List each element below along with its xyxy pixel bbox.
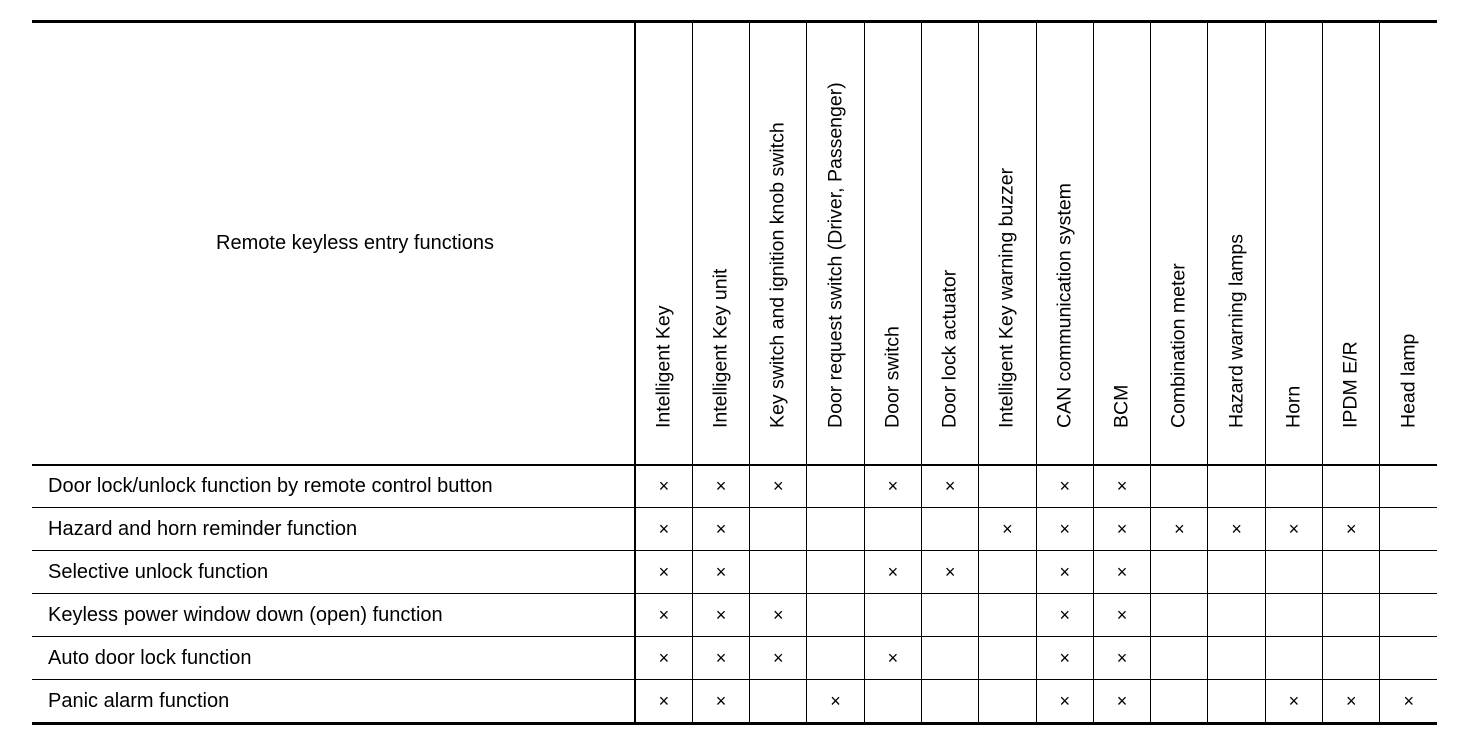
- applicability-cell: [807, 508, 864, 551]
- applicability-cell: ×: [635, 465, 692, 508]
- applicability-cell: ×: [1380, 680, 1437, 724]
- component-label: Intelligent Key warning buzzer: [995, 167, 1018, 428]
- applicability-cell: [1323, 594, 1380, 637]
- applicability-cell: [921, 594, 978, 637]
- applicability-cell: [1151, 637, 1208, 680]
- applicability-cell: [1323, 465, 1380, 508]
- component-header: [1265, 22, 1322, 465]
- component-label: Door switch: [881, 326, 904, 428]
- applicability-cell: [979, 637, 1036, 680]
- applicability-cell: [1380, 594, 1437, 637]
- applicability-cell: [1208, 637, 1265, 680]
- applicability-cell: [1208, 551, 1265, 594]
- table-row: [32, 680, 1437, 724]
- component-label: Key switch and ignition knob switch: [766, 122, 789, 428]
- applicability-cell: ×: [1093, 680, 1150, 724]
- applicability-cell: [864, 508, 921, 551]
- applicability-cell: ×: [979, 508, 1036, 551]
- applicability-cell: ×: [692, 637, 749, 680]
- applicability-cell: [1265, 637, 1322, 680]
- applicability-cell: ×: [864, 551, 921, 594]
- component-header: [864, 22, 921, 465]
- applicability-cell: [864, 594, 921, 637]
- component-header: [750, 22, 807, 465]
- component-header: [979, 22, 1036, 465]
- component-header: [921, 22, 978, 465]
- applicability-cell: [1380, 508, 1437, 551]
- applicability-cell: ×: [750, 465, 807, 508]
- applicability-cell: ×: [750, 637, 807, 680]
- applicability-cell: [979, 465, 1036, 508]
- table-row: [32, 465, 1437, 508]
- header-row: [32, 22, 1437, 465]
- applicability-cell: ×: [1036, 637, 1093, 680]
- applicability-cell: [1208, 465, 1265, 508]
- applicability-cell: [750, 508, 807, 551]
- applicability-cell: ×: [1208, 508, 1265, 551]
- applicability-cell: ×: [1323, 680, 1380, 724]
- function-name: Auto door lock function: [32, 637, 635, 680]
- applicability-cell: ×: [1151, 508, 1208, 551]
- applicability-cell: [750, 680, 807, 724]
- applicability-cell: ×: [692, 465, 749, 508]
- applicability-cell: [1265, 551, 1322, 594]
- applicability-cell: ×: [635, 594, 692, 637]
- applicability-cell: ×: [864, 637, 921, 680]
- table-body: [32, 465, 1437, 724]
- applicability-cell: ×: [1265, 508, 1322, 551]
- component-header: [692, 22, 749, 465]
- applicability-cell: [1208, 594, 1265, 637]
- applicability-cell: [979, 594, 1036, 637]
- applicability-cell: ×: [1036, 594, 1093, 637]
- component-label: Horn: [1282, 385, 1305, 428]
- applicability-cell: [979, 551, 1036, 594]
- applicability-cell: ×: [1093, 594, 1150, 637]
- applicability-cell: ×: [1036, 508, 1093, 551]
- applicability-cell: [807, 551, 864, 594]
- applicability-cell: ×: [1265, 680, 1322, 724]
- applicability-cell: [1265, 465, 1322, 508]
- component-label: IPDM E/R: [1339, 341, 1362, 428]
- function-name: Keyless power window down (open) function: [32, 594, 635, 637]
- applicability-cell: ×: [864, 465, 921, 508]
- component-header: [1380, 22, 1437, 465]
- applicability-cell: [921, 508, 978, 551]
- table-row: [32, 508, 1437, 551]
- applicability-cell: [807, 594, 864, 637]
- applicability-cell: ×: [1093, 551, 1150, 594]
- applicability-cell: [1380, 637, 1437, 680]
- component-label: Door lock actuator: [938, 269, 961, 428]
- component-header: [1323, 22, 1380, 465]
- component-label: CAN communication system: [1052, 183, 1075, 428]
- applicability-cell: [807, 465, 864, 508]
- applicability-cell: [1151, 551, 1208, 594]
- component-label: Hazard warning lamps: [1224, 233, 1247, 428]
- component-header: [1036, 22, 1093, 465]
- applicability-cell: ×: [1036, 551, 1093, 594]
- applicability-cell: ×: [635, 551, 692, 594]
- applicability-cell: ×: [692, 508, 749, 551]
- component-header: [1093, 22, 1150, 465]
- component-label: Head lamp: [1397, 333, 1419, 428]
- applicability-cell: ×: [921, 551, 978, 594]
- applicability-cell: [1151, 465, 1208, 508]
- applicability-cell: [1265, 594, 1322, 637]
- applicability-cell: ×: [1323, 508, 1380, 551]
- component-header: [807, 22, 864, 465]
- function-name: Door lock/unlock function by remote control button: [32, 465, 635, 508]
- applicability-cell: [1380, 551, 1437, 594]
- applicability-cell: ×: [1093, 508, 1150, 551]
- applicability-cell: ×: [692, 680, 749, 724]
- applicability-cell: [921, 680, 978, 724]
- applicability-cell: ×: [1093, 465, 1150, 508]
- applicability-cell: ×: [1093, 637, 1150, 680]
- applicability-cell: ×: [692, 594, 749, 637]
- applicability-cell: [1151, 680, 1208, 724]
- applicability-cell: [1151, 594, 1208, 637]
- applicability-cell: ×: [1036, 465, 1093, 508]
- applicability-cell: [1208, 680, 1265, 724]
- applicability-cell: ×: [807, 680, 864, 724]
- applicability-cell: ×: [921, 465, 978, 508]
- function-component-table: [32, 20, 1437, 725]
- applicability-cell: [750, 551, 807, 594]
- applicability-cell: ×: [635, 680, 692, 724]
- table-row: [32, 594, 1437, 637]
- applicability-cell: [921, 637, 978, 680]
- table-row: [32, 637, 1437, 680]
- applicability-cell: ×: [635, 637, 692, 680]
- applicability-cell: ×: [635, 508, 692, 551]
- applicability-cell: [864, 680, 921, 724]
- applicability-cell: ×: [692, 551, 749, 594]
- component-label: BCM: [1110, 384, 1133, 428]
- component-label: Intelligent Key: [652, 305, 675, 428]
- applicability-cell: [1323, 637, 1380, 680]
- component-label: Intelligent Key unit: [709, 268, 732, 428]
- function-name: Selective unlock function: [32, 551, 635, 594]
- functions-column-header: Remote keyless entry functions: [32, 22, 635, 465]
- applicability-cell: [1323, 551, 1380, 594]
- component-label: Door request switch (Driver, Passenger): [823, 82, 846, 428]
- function-name: Panic alarm function: [32, 680, 635, 724]
- component-header: [1151, 22, 1208, 465]
- applicability-cell: ×: [750, 594, 807, 637]
- applicability-cell: ×: [1036, 680, 1093, 724]
- function-name: Hazard and horn reminder function: [32, 508, 635, 551]
- component-header: [635, 22, 692, 465]
- applicability-cell: [979, 680, 1036, 724]
- component-label: Combination meter: [1167, 263, 1190, 428]
- applicability-cell: [807, 637, 864, 680]
- table-row: [32, 551, 1437, 594]
- component-header: [1208, 22, 1265, 465]
- applicability-cell: [1380, 465, 1437, 508]
